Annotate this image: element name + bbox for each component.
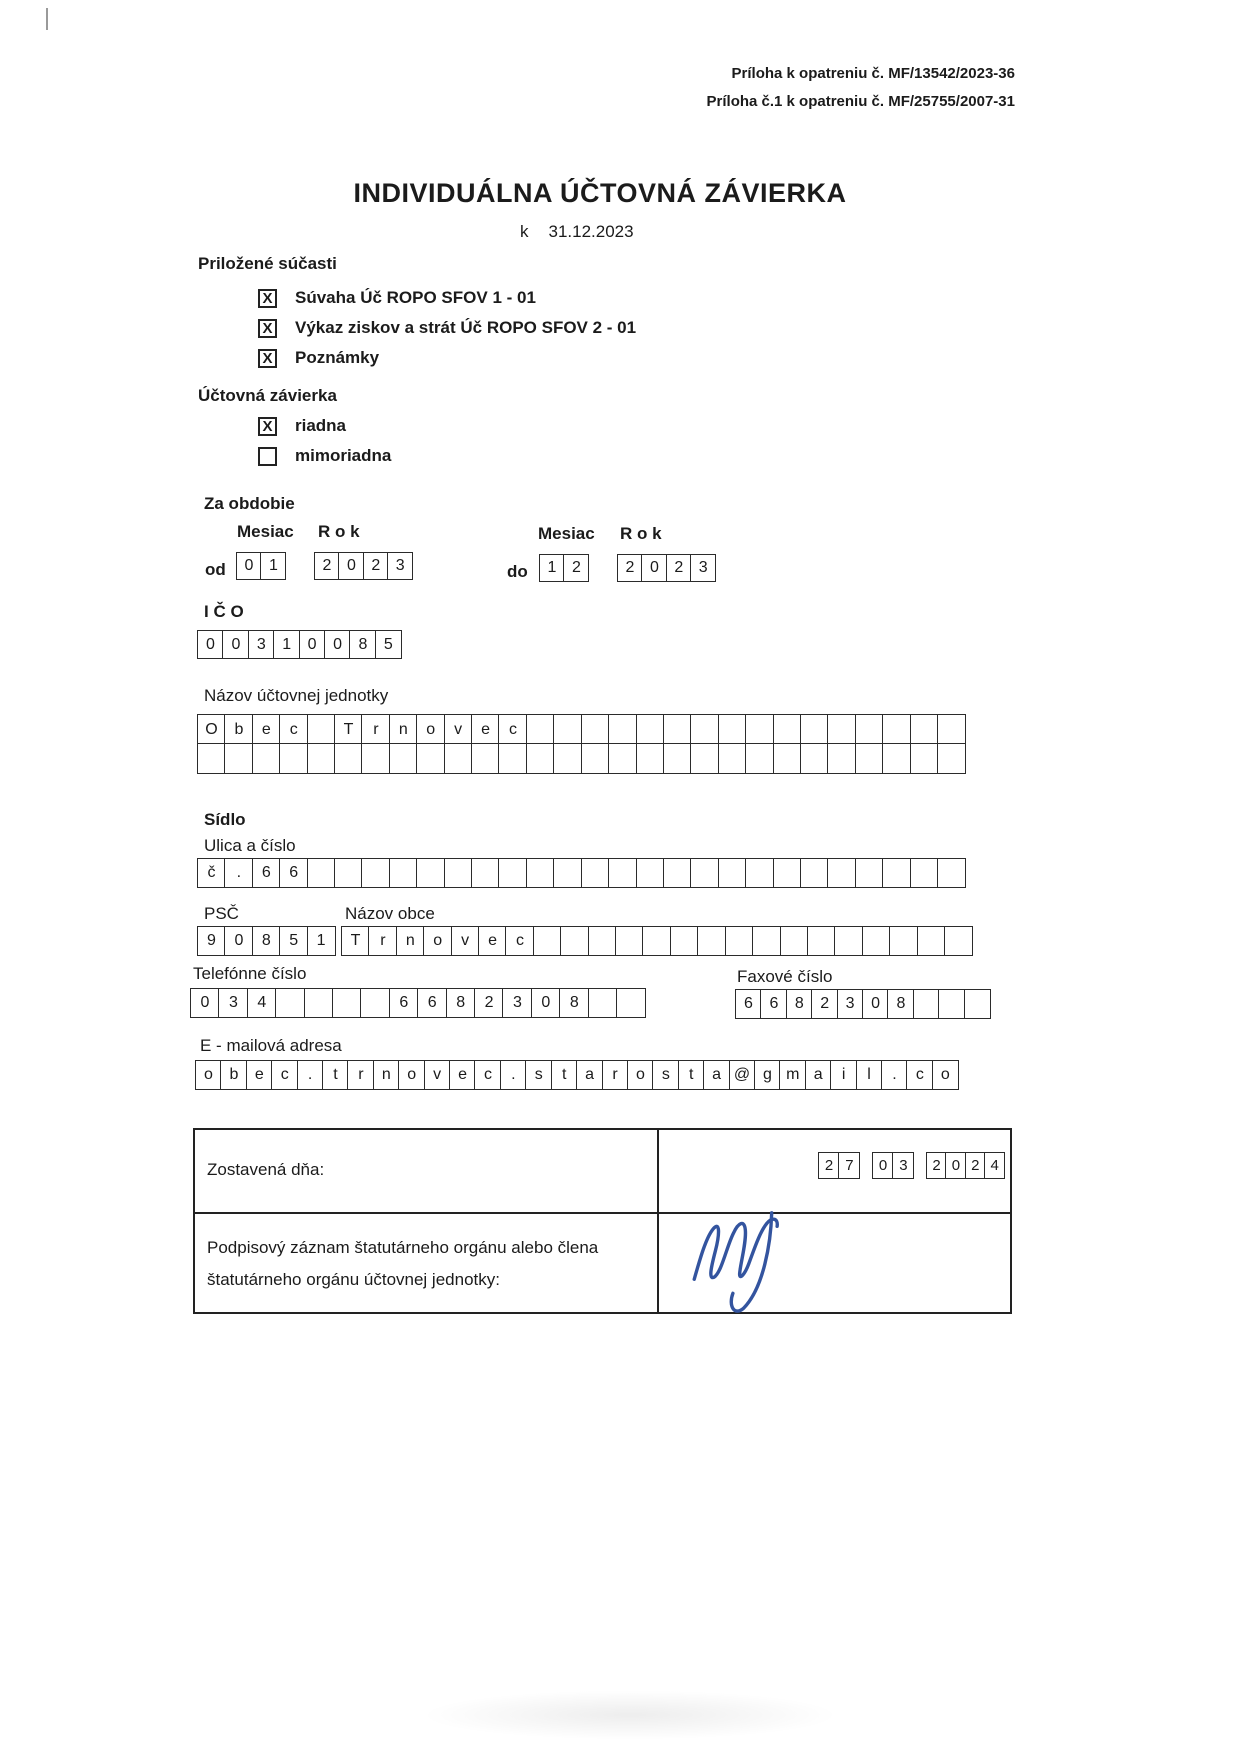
char-cell (944, 926, 973, 956)
char-cell: 3 (387, 552, 413, 580)
checkbox-mimoriadna (258, 447, 277, 466)
char-cell: 2 (965, 1152, 986, 1179)
char-cell: c (474, 1060, 501, 1090)
attachment-label-vykaz: Výkaz ziskov a strát Úč ROPO SFOV 2 - 01 (295, 318, 637, 337)
phone-label: Telefónne číslo (193, 964, 307, 983)
char-cell: e (252, 714, 281, 745)
char-cell (917, 926, 946, 956)
char-cell: 6 (252, 858, 281, 888)
char-cell (361, 858, 390, 888)
char-cell (526, 714, 555, 745)
char-cell (636, 743, 665, 774)
char-cell: 0 (197, 630, 224, 659)
char-cell: b (220, 1060, 247, 1090)
char-cell: T (334, 714, 363, 745)
char-cell: 0 (222, 630, 249, 659)
do-mesiac-label: Mesiac (538, 524, 595, 543)
char-cell: 0 (872, 1152, 894, 1179)
char-cell: v (444, 714, 473, 745)
char-cell (416, 743, 445, 774)
char-cell (690, 858, 719, 888)
char-cell (581, 714, 610, 745)
char-cell (827, 714, 856, 745)
char-cell (752, 926, 781, 956)
email-cells (195, 1060, 957, 1090)
psc-label: PSČ (204, 904, 239, 923)
char-cell (389, 743, 418, 774)
compiled-date-month-cells (872, 1152, 913, 1179)
char-cell: 8 (559, 988, 589, 1018)
char-cell: . (881, 1060, 908, 1090)
char-cell (307, 858, 336, 888)
zavierka-label-mimoriadna: mimoriadna (295, 446, 392, 465)
checkbox-vykaz: X (258, 319, 277, 338)
char-cell: 0 (641, 554, 667, 582)
char-cell: 6 (760, 989, 787, 1019)
char-cell: 3 (218, 988, 248, 1018)
char-cell: n (389, 714, 418, 745)
char-cell: 1 (539, 554, 565, 582)
char-cell (416, 858, 445, 888)
char-cell (937, 743, 966, 774)
char-cell (588, 988, 618, 1018)
char-cell (690, 743, 719, 774)
char-cell (252, 743, 281, 774)
char-cell: 0 (236, 552, 262, 580)
char-cell: 2 (666, 554, 692, 582)
entity-name-row2 (197, 743, 964, 774)
statement-date: 31.12.2023 (548, 222, 634, 241)
char-cell (615, 926, 644, 956)
char-cell: @ (729, 1060, 756, 1090)
char-cell: l (856, 1060, 883, 1090)
char-cell: s (652, 1060, 679, 1090)
char-cell (913, 989, 940, 1019)
char-cell (444, 743, 473, 774)
char-cell: 2 (363, 552, 389, 580)
char-cell (533, 926, 562, 956)
char-cell: t (551, 1060, 578, 1090)
char-cell (616, 988, 646, 1018)
char-cell: 5 (375, 630, 402, 659)
char-cell (663, 714, 692, 745)
scan-artifact (46, 8, 48, 30)
sidlo-label: Sídlo (204, 810, 246, 829)
scan-artifact (420, 1690, 840, 1740)
char-cell (471, 858, 500, 888)
char-cell (827, 858, 856, 888)
char-cell: 4 (984, 1152, 1005, 1179)
char-cell (608, 714, 637, 745)
char-cell: 3 (502, 988, 532, 1018)
fax-label: Faxové číslo (737, 967, 833, 986)
char-cell (827, 743, 856, 774)
do-year-cells (617, 554, 715, 582)
fax-cells (735, 989, 989, 1019)
char-cell: o (416, 714, 445, 745)
char-cell (642, 926, 671, 956)
char-cell (773, 743, 802, 774)
char-cell: c (271, 1060, 298, 1090)
char-cell (745, 714, 774, 745)
char-cell (937, 858, 966, 888)
char-cell (773, 858, 802, 888)
char-cell: c (279, 714, 308, 745)
od-mesiac-label: Mesiac (237, 522, 294, 541)
char-cell: . (297, 1060, 324, 1090)
char-cell (307, 714, 336, 745)
char-cell (718, 743, 747, 774)
char-cell: 6 (389, 988, 419, 1018)
char-cell: 4 (247, 988, 277, 1018)
char-cell: o (398, 1060, 425, 1090)
char-cell: 6 (735, 989, 762, 1019)
annex-line-2: Príloha č.1 k opatreniu č. MF/25755/2007-31 (706, 93, 1015, 110)
od-year-cells (314, 552, 412, 580)
char-cell (581, 858, 610, 888)
char-cell (553, 858, 582, 888)
char-cell (636, 714, 665, 745)
char-cell: v (424, 1060, 451, 1090)
street-label: Ulica a číslo (204, 836, 296, 855)
char-cell (636, 858, 665, 888)
char-cell: g (754, 1060, 781, 1090)
char-cell (444, 858, 473, 888)
char-cell: e (471, 714, 500, 745)
char-cell (197, 743, 226, 774)
zostavena-label: Zostavená dňa: (207, 1160, 325, 1179)
char-cell: 2 (314, 552, 340, 580)
char-cell: o (627, 1060, 654, 1090)
char-cell (332, 988, 362, 1018)
char-cell: 8 (252, 926, 281, 956)
char-cell (910, 714, 939, 745)
char-cell: 7 (838, 1152, 860, 1179)
char-cell (882, 743, 911, 774)
char-cell (718, 714, 747, 745)
char-cell: 0 (224, 926, 253, 956)
char-cell (745, 858, 774, 888)
char-cell: 2 (474, 988, 504, 1018)
char-cell: i (830, 1060, 857, 1090)
char-cell: m (779, 1060, 806, 1090)
char-cell (526, 743, 555, 774)
char-cell (334, 858, 363, 888)
char-cell: 3 (892, 1152, 914, 1179)
char-cell (553, 714, 582, 745)
char-cell: . (224, 858, 253, 888)
char-cell (608, 858, 637, 888)
char-cell: 6 (417, 988, 447, 1018)
char-cell: e (246, 1060, 273, 1090)
char-cell: 3 (248, 630, 275, 659)
char-cell (889, 926, 918, 956)
char-cell (307, 743, 336, 774)
checkbox-poznamky: X (258, 349, 277, 368)
signature-label-line1: Podpisový záznam štatutárneho orgánu alebo člena (207, 1238, 599, 1257)
char-cell: o (195, 1060, 222, 1090)
char-cell: o (423, 926, 452, 956)
char-cell: e (478, 926, 507, 956)
psc-cells (197, 926, 334, 956)
char-cell (855, 858, 884, 888)
char-cell (718, 858, 747, 888)
char-cell: 2 (617, 554, 643, 582)
ico-cells (197, 630, 400, 659)
char-cell: n (396, 926, 425, 956)
signature (672, 1187, 834, 1322)
annex-line-1: Príloha k opatreniu č. MF/13542/2023-36 (731, 65, 1015, 82)
char-cell: a (703, 1060, 730, 1090)
char-cell: t (678, 1060, 705, 1090)
char-cell: 0 (531, 988, 561, 1018)
attachment-label-poznamky: Poznámky (295, 348, 380, 367)
char-cell: O (197, 714, 226, 745)
entity-name-label: Názov účtovnej jednotky (204, 686, 389, 705)
char-cell: 2 (811, 989, 838, 1019)
char-cell (560, 926, 589, 956)
char-cell: e (449, 1060, 476, 1090)
char-cell (882, 714, 911, 745)
char-cell (224, 743, 253, 774)
char-cell (964, 989, 991, 1019)
street-cells (197, 858, 964, 888)
char-cell: 0 (324, 630, 351, 659)
char-cell (773, 714, 802, 745)
char-cell: 2 (818, 1152, 840, 1179)
char-cell: č (197, 858, 226, 888)
char-cell: v (451, 926, 480, 956)
char-cell (334, 743, 363, 774)
do-rok-label: R o k (620, 524, 662, 543)
char-cell (608, 743, 637, 774)
char-cell (745, 743, 774, 774)
char-cell: 3 (837, 989, 864, 1019)
obec-cells (341, 926, 971, 956)
char-cell (855, 714, 884, 745)
char-cell (807, 926, 836, 956)
char-cell: 3 (690, 554, 716, 582)
ico-label: I Č O (204, 602, 244, 621)
char-cell (800, 743, 829, 774)
char-cell: s (525, 1060, 552, 1090)
char-cell (670, 926, 699, 956)
char-cell: T (341, 926, 370, 956)
char-cell: t (322, 1060, 349, 1090)
checkbox-riadna: X (258, 417, 277, 436)
page-title: INDIVIDUÁLNA ÚČTOVNÁ ZÁVIERKA (353, 178, 847, 208)
attachment-label-suvaha: Súvaha Úč ROPO SFOV 1 - 01 (295, 288, 536, 307)
char-cell (663, 743, 692, 774)
do-month-cells (539, 554, 588, 582)
char-cell (910, 858, 939, 888)
od-label: od (205, 560, 226, 579)
char-cell: o (932, 1060, 959, 1090)
char-cell: 1 (307, 926, 336, 956)
char-cell: 1 (260, 552, 286, 580)
char-cell (275, 988, 305, 1018)
char-cell (862, 926, 891, 956)
char-cell (360, 988, 390, 1018)
entity-name-row1 (197, 714, 964, 745)
char-cell: 8 (887, 989, 914, 1019)
char-cell: c (505, 926, 534, 956)
char-cell (725, 926, 754, 956)
checkbox-suvaha: X (258, 289, 277, 308)
char-cell: 0 (945, 1152, 966, 1179)
char-cell (855, 743, 884, 774)
char-cell: 1 (273, 630, 300, 659)
char-cell: c (906, 1060, 933, 1090)
char-cell (526, 858, 555, 888)
char-cell (663, 858, 692, 888)
char-cell (910, 743, 939, 774)
char-cell: 0 (862, 989, 889, 1019)
char-cell (834, 926, 863, 956)
phone-cells (190, 988, 645, 1018)
char-cell (389, 858, 418, 888)
char-cell (581, 743, 610, 774)
od-month-cells (236, 552, 285, 580)
char-cell (690, 714, 719, 745)
char-cell: 0 (299, 630, 326, 659)
char-cell: a (805, 1060, 832, 1090)
char-cell: 2 (563, 554, 589, 582)
char-cell: 9 (197, 926, 226, 956)
od-rok-label: R o k (318, 522, 360, 541)
char-cell: c (498, 714, 527, 745)
char-cell (304, 988, 334, 1018)
char-cell (279, 743, 308, 774)
char-cell (800, 858, 829, 888)
period-label: Za obdobie (204, 494, 295, 513)
char-cell: 0 (190, 988, 220, 1018)
char-cell (498, 858, 527, 888)
obec-label: Názov obce (345, 904, 435, 923)
attachments-label: Priložené súčasti (198, 254, 337, 273)
char-cell: 2 (926, 1152, 947, 1179)
char-cell: n (373, 1060, 400, 1090)
compiled-date-day-cells (818, 1152, 859, 1179)
char-cell: 8 (349, 630, 376, 659)
zavierka-label: Účtovná závierka (198, 386, 337, 405)
do-label: do (507, 562, 528, 581)
char-cell: r (361, 714, 390, 745)
char-cell: 5 (279, 926, 308, 956)
char-cell (553, 743, 582, 774)
char-cell (588, 926, 617, 956)
char-cell (471, 743, 500, 774)
email-label: E - mailová adresa (200, 1036, 342, 1055)
signature-label-line2: štatutárneho orgánu účtovnej jednotky: (207, 1270, 500, 1289)
char-cell: r (602, 1060, 629, 1090)
char-cell: r (368, 926, 397, 956)
char-cell: b (224, 714, 253, 745)
char-cell: 6 (279, 858, 308, 888)
char-cell (780, 926, 809, 956)
char-cell: r (347, 1060, 374, 1090)
char-cell (361, 743, 390, 774)
compiled-date-year-cells (926, 1152, 1004, 1179)
char-cell: 8 (786, 989, 813, 1019)
char-cell (882, 858, 911, 888)
char-cell: . (500, 1060, 527, 1090)
char-cell: a (576, 1060, 603, 1090)
char-cell (938, 989, 965, 1019)
date-prefix: k (520, 222, 529, 241)
zavierka-label-riadna: riadna (295, 416, 347, 435)
char-cell (937, 714, 966, 745)
char-cell: 8 (446, 988, 476, 1018)
char-cell: 0 (338, 552, 364, 580)
char-cell (800, 714, 829, 745)
char-cell (697, 926, 726, 956)
char-cell (498, 743, 527, 774)
